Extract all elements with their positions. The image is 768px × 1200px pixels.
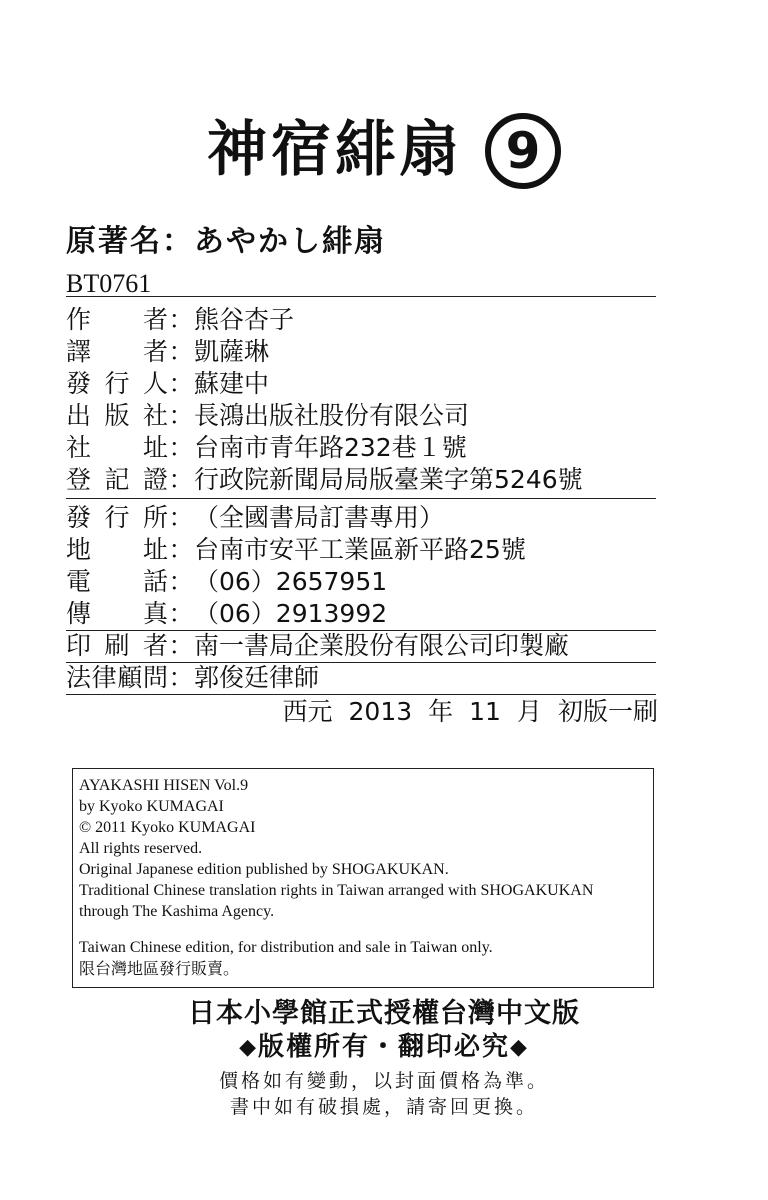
edition-print: 初版一刷 (557, 697, 658, 726)
region-line-cn: 限台灣地區發行販賣。 (79, 959, 240, 978)
credit-address (66, 534, 526, 566)
edition-month-unit: 月 (516, 697, 542, 726)
colon: ： (168, 503, 194, 532)
colon: ： (168, 599, 194, 628)
diamond-icon: ◆ (510, 1035, 529, 1060)
credit-label: 社址 (66, 433, 168, 462)
credit-label: 登記證 (66, 465, 168, 494)
colon: ： (168, 567, 194, 596)
book-code: BT0761 (66, 269, 152, 298)
credit-value: （06）2657951 (194, 567, 388, 596)
credit-label: 法律顧問 (66, 663, 168, 692)
credit-author (66, 304, 294, 336)
credit-label: 發行所 (66, 503, 168, 532)
colon: ： (168, 465, 194, 494)
credit-fax (66, 598, 387, 630)
license-spacer (79, 922, 647, 937)
credit-value: 台南市青年路232巷１號 (194, 433, 467, 462)
divider-bottom (66, 694, 656, 695)
rights-text: 版權所有・翻印必究 (257, 1032, 510, 1062)
volume-number-badge: 9 (485, 113, 561, 189)
credit-value: 凱薩琳 (194, 337, 270, 366)
credit-value: 蘇建中 (194, 369, 270, 398)
credit-publisher-person (66, 368, 269, 400)
credit-phone (66, 566, 387, 598)
credit-value: 南一書局企業股份有限公司印製廠 (194, 631, 570, 660)
credit-value: （全國書局訂書專用） (194, 503, 445, 532)
credit-value: 熊谷杏子 (194, 305, 295, 334)
credit-publisher (66, 400, 469, 432)
colon: ： (168, 337, 194, 366)
credit-printer (66, 630, 569, 662)
credit-value: 郭俊廷律師 (194, 663, 320, 692)
edition-era: 西元 (282, 697, 333, 726)
credit-legal (66, 662, 319, 694)
license-line: by Kyoko KUMAGAI (79, 798, 224, 815)
license-line: through The Kashima Agency. (79, 903, 275, 920)
defect-note: 書中如有破損處，請寄回更換。 (229, 1096, 538, 1118)
original-title: 原著名：あやかし緋扇 (66, 224, 386, 259)
colon: ： (168, 535, 194, 564)
edition-year: 2013 (348, 697, 413, 726)
credit-label: 譯者 (66, 337, 168, 366)
license-box (72, 768, 654, 988)
colon: ： (168, 369, 194, 398)
edition-year-unit: 年 (428, 697, 454, 726)
credit-distributor (66, 502, 444, 534)
license-line: © 2011 Kyoko KUMAGAI (79, 819, 256, 836)
edition-month: 11 (469, 697, 501, 726)
license-line: AYAKASHI HISEN Vol.9 (79, 777, 249, 794)
credit-value: （06）2913992 (194, 599, 388, 628)
colon: ： (168, 631, 194, 660)
divider-mid-1 (66, 498, 656, 499)
edition-line (283, 696, 659, 728)
credit-label: 電話 (66, 567, 168, 596)
rights-notice (0, 1030, 768, 1065)
credit-label: 發行人 (66, 369, 168, 398)
credit-label: 地址 (66, 535, 168, 564)
region-line: Taiwan Chinese edition, for distribution and sale in Taiwan only. (79, 939, 493, 956)
license-line: Original Japanese edition published by SHOGAKUKAN. (79, 861, 449, 878)
credit-publisher-address (66, 432, 467, 464)
credit-value: 台南市安平工業區新平路25號 (194, 535, 526, 564)
credit-registration (66, 464, 583, 496)
book-title-text: 神宿緋扇 (207, 115, 463, 185)
credit-label: 作者 (66, 305, 168, 334)
license-line: All rights reserved. (79, 840, 203, 857)
credit-label: 出版社 (66, 401, 168, 430)
credit-translator (66, 336, 269, 368)
authorization-notice: 日本小學館正式授權台灣中文版 (188, 998, 580, 1029)
colon: ： (168, 663, 194, 692)
credit-value: 長鴻出版社股份有限公司 (194, 401, 470, 430)
price-note: 價格如有變動，以封面價格為準。 (218, 1070, 549, 1092)
credit-value: 行政院新聞局局版臺業字第5246號 (194, 465, 583, 494)
license-line: Traditional Chinese translation rights in Taiwan arranged with SHOGAKUKAN (79, 882, 594, 899)
credit-label: 印刷者 (66, 631, 168, 660)
colon: ： (168, 433, 194, 462)
book-title (0, 112, 768, 189)
divider-top (66, 296, 656, 297)
colon: ： (168, 401, 194, 430)
credit-label: 傳真 (66, 599, 168, 628)
diamond-icon: ◆ (239, 1035, 258, 1060)
colon: ： (168, 305, 194, 334)
